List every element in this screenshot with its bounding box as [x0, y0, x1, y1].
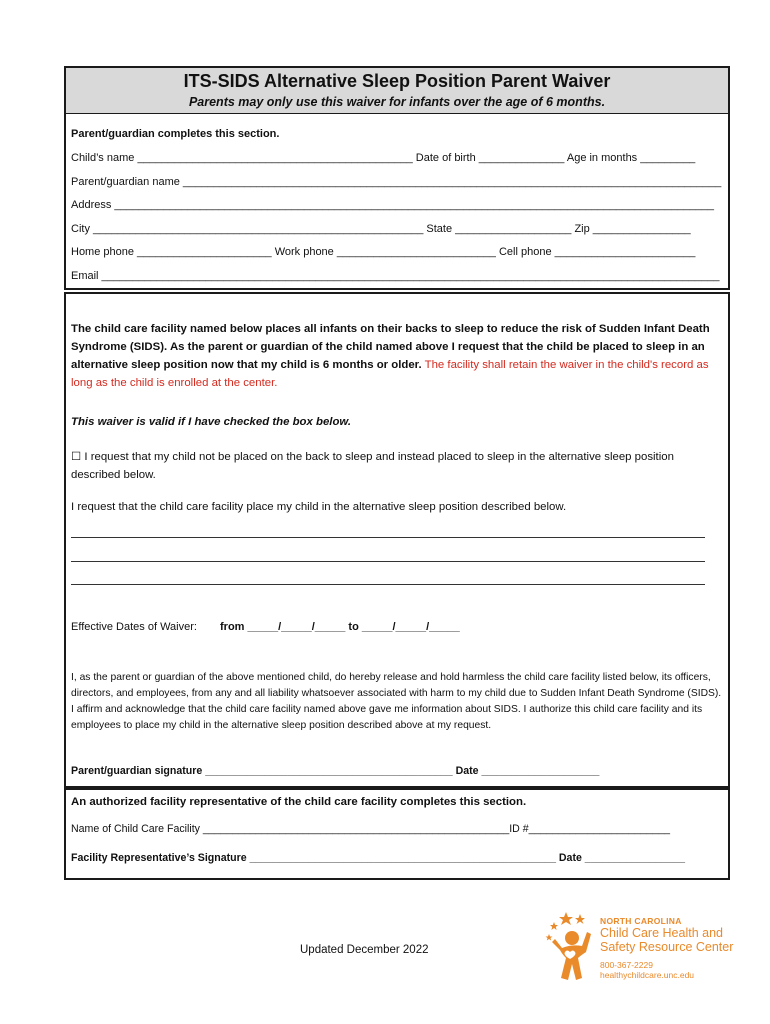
waiver-section — [64, 292, 730, 788]
address-row[interactable]: Address __________________________________________________________________________________________________ — [71, 199, 714, 211]
request-text: I request that the child care facility place my child in the alternative sleep position described below. — [71, 501, 567, 513]
request-checkbox[interactable]: ☐ — [71, 451, 82, 463]
city-state-zip-row[interactable]: City ______________________________________________________ State ___________________ Zip ________________ — [71, 223, 691, 235]
form-title: ITS-SIDS Alternative Sleep Position Parent Waiver — [183, 71, 611, 91]
facility-name-line[interactable]: Name of Child Care Facility ____________________________________________________ID #________________________ — [71, 823, 671, 835]
waiver-retention-note: The facility shall retain the waiver in the child's record as long as the child is enrolled at the center. — [71, 359, 709, 389]
valid-note: This waiver is valid if I have checked the box below. — [71, 416, 352, 428]
waiver-intro-bold: The child care facility named below places all infants on their backs to sleep to reduce the risk of Sudden Infant Death Syndrome (SIDS). As the parent or guardian of the child named above I request that the child be placed to sleep in an alternative sleep position now that my child is 6 months or older. — [71, 323, 710, 371]
form-subtitle: Parents may only use this waiver for infants over the age of 6 months. — [188, 95, 606, 109]
effective-dates-label: Effective Dates of Waiver: — [71, 621, 197, 633]
checkbox-request-text: I request that my child not be placed on the back to sleep and instead placed to sleep in the alternative sleep position described below. — [71, 451, 674, 481]
logo-name-1: Child Care Health and — [600, 926, 723, 940]
phone-row[interactable]: Home phone ______________________ Work phone __________________________ Cell phone _______________________ — [71, 246, 696, 258]
logo-state: NORTH CAROLINA — [600, 916, 682, 926]
logo-name-2: Safety Resource Center — [600, 940, 734, 954]
facility-section — [64, 788, 730, 880]
parent-info-section — [64, 66, 730, 290]
waiver-intro — [71, 320, 723, 392]
position-line-2[interactable] — [71, 561, 705, 562]
child-figure-icon — [540, 908, 600, 992]
position-line-3[interactable] — [71, 584, 705, 585]
form-header — [66, 68, 728, 114]
position-line-1[interactable] — [71, 537, 705, 538]
ncchcsrc-logo — [540, 908, 750, 992]
logo-phone: 800-367-2229 — [600, 960, 653, 970]
release-statement: I, as the parent or guardian of the above mentioned child, do hereby release and hold harmless the child care facility listed below, its officers, directors, and employees, from any and all liability whatsoever associated with harm to my child due to Sudden Infant Death Syndrome (SIDS). I affirm and acknowledge that the child care facility named above gave me information about SIDS. I authorize this child care facility and its employees to place my child in the alternative sleep position described above at my request. — [71, 672, 722, 731]
logo-text — [600, 916, 733, 980]
section3-heading: An authorized facility representative of the child care facility completes this section. — [71, 796, 527, 808]
effective-dates-field[interactable]: from _____/_____/_____ to _____/_____/_____ — [220, 621, 460, 633]
section1-heading: Parent/guardian completes this section. — [71, 128, 280, 140]
checkbox-request — [71, 448, 723, 484]
child-name-row[interactable]: Child’s name _____________________________________________ Date of birth ______________ Age in months _________ — [71, 152, 696, 164]
email-row[interactable]: Email _____________________________________________________________________________________________________ — [71, 270, 720, 282]
facility-rep-signature-line[interactable]: Facility Representative’s Signature ____________________________________________________ Date _________________ — [71, 852, 685, 864]
guardian-signature-line[interactable]: Parent/guardian signature __________________________________________ Date ____________________ — [71, 765, 600, 777]
logo-url[interactable]: healthychildcare.unc.edu — [600, 970, 695, 980]
updated-date: Updated December 2022 — [300, 944, 429, 956]
guardian-name-row[interactable]: Parent/guardian name ________________________________________________________________________________________ — [71, 176, 722, 188]
